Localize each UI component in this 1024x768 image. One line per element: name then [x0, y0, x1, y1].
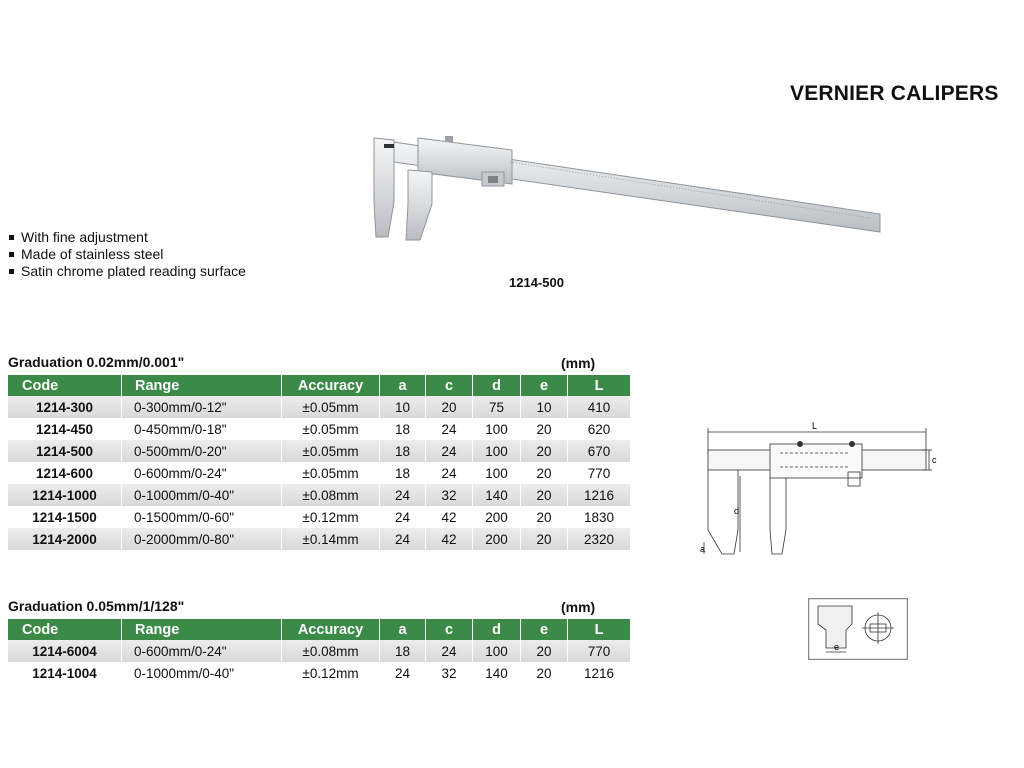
cell-d: 100	[473, 462, 521, 484]
col-d: d	[473, 619, 521, 640]
cell-L: 1216	[568, 484, 631, 506]
cell-e: 20	[521, 462, 568, 484]
cell-e: 20	[521, 506, 568, 528]
col-L: L	[568, 375, 631, 396]
cell-acc: ±0.12mm	[282, 662, 380, 684]
cell-d: 75	[473, 396, 521, 418]
cell-range: 0-600mm/0-24"	[122, 462, 282, 484]
col-range: Range	[122, 375, 282, 396]
col-code: Code	[8, 375, 122, 396]
unit-label-1: (mm)	[561, 355, 596, 371]
col-d: d	[473, 375, 521, 396]
cell-L: 1216	[568, 662, 631, 684]
cell-acc: ±0.05mm	[282, 440, 380, 462]
cell-c: 24	[426, 640, 473, 662]
cell-L: 670	[568, 440, 631, 462]
cell-a: 24	[380, 662, 426, 684]
cell-c: 42	[426, 506, 473, 528]
caliper-photo	[360, 132, 890, 247]
cell-code: 1214-450	[8, 418, 122, 440]
cell-c: 32	[426, 662, 473, 684]
cell-acc: ±0.08mm	[282, 640, 380, 662]
cell-d: 100	[473, 640, 521, 662]
spec-table-1	[8, 375, 631, 550]
cell-code: 1214-1004	[8, 662, 122, 684]
table-header-row	[8, 375, 631, 396]
jaw-cross-section-diagram	[808, 598, 908, 660]
cell-range: 0-500mm/0-20"	[122, 440, 282, 462]
cell-d: 100	[473, 418, 521, 440]
cell-acc: ±0.14mm	[282, 528, 380, 550]
feature-item: Satin chrome plated reading surface	[8, 263, 246, 280]
table-row	[8, 506, 631, 528]
table-row	[8, 418, 631, 440]
col-e: e	[521, 619, 568, 640]
cell-range: 0-1000mm/0-40"	[122, 484, 282, 506]
feature-item: With fine adjustment	[8, 229, 246, 246]
cell-L: 770	[568, 640, 631, 662]
cell-c: 20	[426, 396, 473, 418]
cell-L: 620	[568, 418, 631, 440]
cell-code: 1214-1500	[8, 506, 122, 528]
page-title: VERNIER CALIPERS	[790, 82, 999, 105]
cell-L: 770	[568, 462, 631, 484]
cell-L: 410	[568, 396, 631, 418]
col-range: Range	[122, 619, 282, 640]
dim-L-label: L	[812, 421, 818, 431]
cell-a: 18	[380, 440, 426, 462]
cell-acc: ±0.05mm	[282, 396, 380, 418]
cell-c: 24	[426, 462, 473, 484]
cell-d: 140	[473, 484, 521, 506]
dim-d-label: d	[734, 506, 740, 516]
cell-code: 1214-500	[8, 440, 122, 462]
cell-a: 24	[380, 484, 426, 506]
cell-range: 0-2000mm/0-80"	[122, 528, 282, 550]
cell-d: 200	[473, 506, 521, 528]
cell-range: 0-450mm/0-18"	[122, 418, 282, 440]
table-row	[8, 462, 631, 484]
col-accuracy: Accuracy	[282, 619, 380, 640]
col-code: Code	[8, 619, 122, 640]
cell-e: 20	[521, 528, 568, 550]
cell-range: 0-300mm/0-12"	[122, 396, 282, 418]
cell-e: 20	[521, 640, 568, 662]
cell-L: 1830	[568, 506, 631, 528]
cell-acc: ±0.12mm	[282, 506, 380, 528]
cell-code: 1214-2000	[8, 528, 122, 550]
cell-a: 18	[380, 418, 426, 440]
dim-e-label: e	[834, 642, 840, 652]
col-c: c	[426, 375, 473, 396]
cell-a: 10	[380, 396, 426, 418]
table-row	[8, 528, 631, 550]
cell-range: 0-1500mm/0-60"	[122, 506, 282, 528]
cell-a: 18	[380, 462, 426, 484]
cell-acc: ±0.05mm	[282, 462, 380, 484]
dim-a-label: a	[700, 544, 706, 554]
cell-d: 200	[473, 528, 521, 550]
table-row	[8, 396, 631, 418]
cell-c: 24	[426, 418, 473, 440]
dim-c-label: c	[932, 455, 937, 465]
cell-code: 1214-1000	[8, 484, 122, 506]
spec-table-2	[8, 619, 631, 684]
cell-code: 1214-6004	[8, 640, 122, 662]
feature-item: Made of stainless steel	[8, 246, 246, 263]
cell-e: 20	[521, 440, 568, 462]
cell-e: 20	[521, 418, 568, 440]
cell-a: 24	[380, 506, 426, 528]
cell-range: 0-1000mm/0-40"	[122, 662, 282, 684]
feature-list	[8, 229, 246, 280]
col-a: a	[380, 619, 426, 640]
cell-d: 140	[473, 662, 521, 684]
cell-L: 2320	[568, 528, 631, 550]
cell-c: 24	[426, 440, 473, 462]
cell-code: 1214-600	[8, 462, 122, 484]
col-e: e	[521, 375, 568, 396]
col-L: L	[568, 619, 631, 640]
table-row	[8, 662, 631, 684]
cell-a: 18	[380, 640, 426, 662]
cell-acc: ±0.08mm	[282, 484, 380, 506]
cell-c: 32	[426, 484, 473, 506]
unit-label-2: (mm)	[561, 599, 596, 615]
table-row	[8, 440, 631, 462]
table-row	[8, 484, 631, 506]
cell-range: 0-600mm/0-24"	[122, 640, 282, 662]
cell-e: 10	[521, 396, 568, 418]
col-a: a	[380, 375, 426, 396]
graduation-heading-2: Graduation 0.05mm/1/128"	[8, 598, 185, 614]
cell-e: 20	[521, 662, 568, 684]
cell-e: 20	[521, 484, 568, 506]
graduation-heading-1: Graduation 0.02mm/0.001"	[8, 354, 185, 370]
dimension-diagram	[700, 420, 940, 560]
photo-model-label: 1214-500	[509, 275, 564, 290]
table-header-row	[8, 619, 631, 640]
col-c: c	[426, 619, 473, 640]
cell-acc: ±0.05mm	[282, 418, 380, 440]
cell-code: 1214-300	[8, 396, 122, 418]
cell-d: 100	[473, 440, 521, 462]
table-row	[8, 640, 631, 662]
cell-a: 24	[380, 528, 426, 550]
cell-c: 42	[426, 528, 473, 550]
col-accuracy: Accuracy	[282, 375, 380, 396]
